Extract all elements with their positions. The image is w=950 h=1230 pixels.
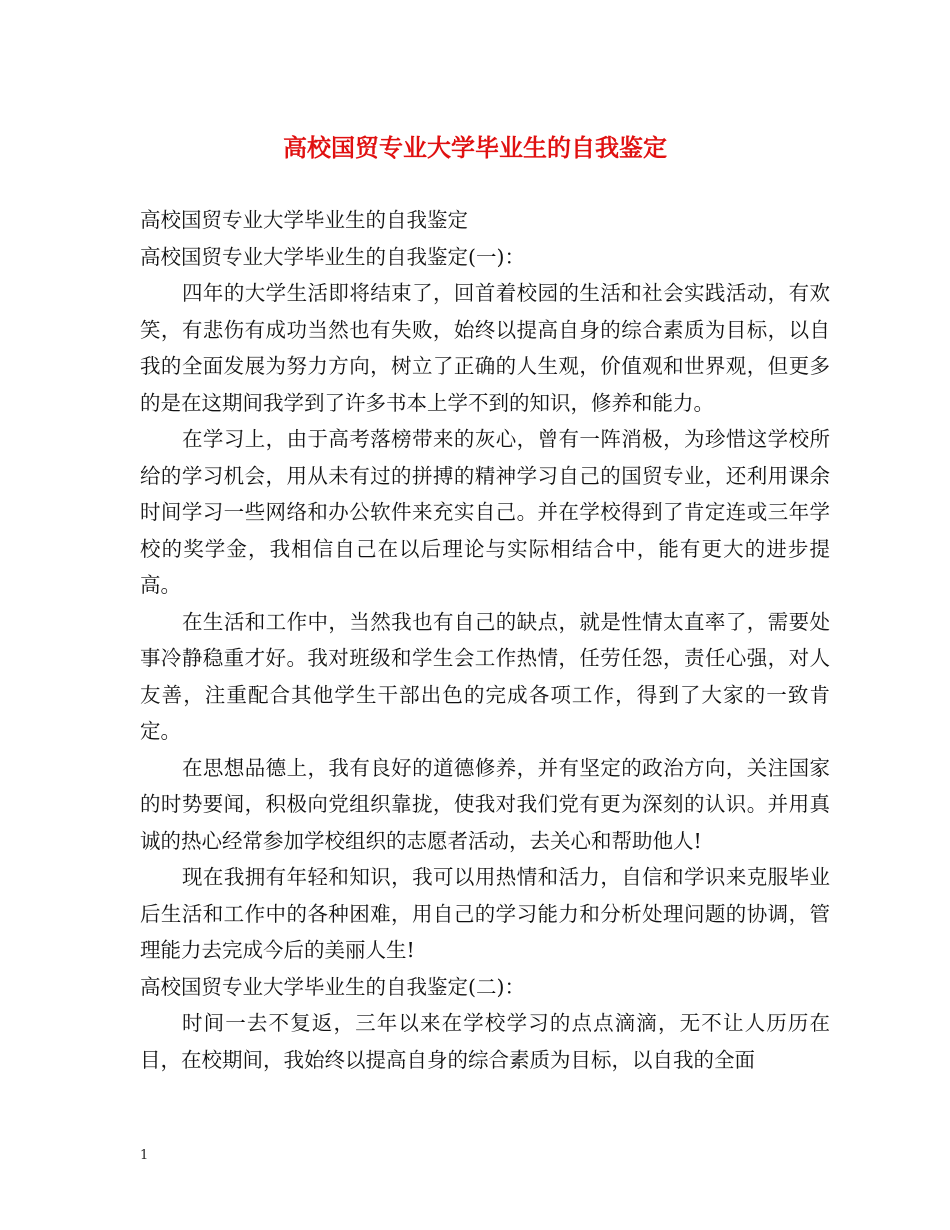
paragraph: 在思想品德上，我有良好的道德修养，并有坚定的政治方向，关注国家的时势要闻，积极向党组织靠拢，使我对我们党有更为深刻的认识。并用真诚的热心经常参加学校组织的志愿者活动，去关心和帮助他人! — [140, 755, 830, 853]
heading-line: 高校国贸专业大学毕业生的自我鉴定 — [140, 208, 468, 232]
paragraph: 时间一去不复返，三年以来在学校学习的点点滴滴，无不让人历历在目，在校期间，我始终以提高自身的综合素质为目标，以自我的全面 — [140, 1011, 830, 1072]
paragraph: 在学习上，由于高考落榜带来的灰心，曾有一阵消极，为珍惜这学校所给的学习机会，用从未有过的拼搏的精神学习自己的国贸专业，还利用课余时间学习一些网络和办公软件来充实自己。并在学校得到了肯定连或三年学校的奖学金，我相信自己在以后理论与实际相结合中，能有更大的进步提高。 — [140, 427, 830, 597]
page-number: 1 — [140, 1148, 149, 1163]
paragraph: 四年的大学生活即将结束了，回首着校园的生活和社会实践活动，有欢笑，有悲伤有成功当然也有失败，始终以提高自身的综合素质为目标，以自我的全面发展为努力方向，树立了正确的人生观，价值观和世界观，但更多的是在这期间我学到了许多书本上学不到的知识，修养和能力。 — [140, 281, 830, 415]
paragraph: 在生活和工作中，当然我也有自己的缺点，就是性情太直率了，需要处事冷静稳重才好。我对班级和学生会工作热情，任劳任怨，责任心强，对人友善，注重配合其他学生干部出色的完成各项工作，得到了大家的一致肯定。 — [140, 609, 830, 743]
document-body — [140, 202, 830, 1078]
paragraph: 现在我拥有年轻和知识，我可以用热情和活力，自信和学识来克服毕业后生活和工作中的各种困难，用自己的学习能力和分析处理问题的协调，管理能力去完成今后的美丽人生! — [140, 865, 830, 962]
section-heading-1: 高校国贸专业大学毕业生的自我鉴定(一)： — [140, 244, 525, 269]
section-heading-2: 高校国贸专业大学毕业生的自我鉴定(二)： — [140, 974, 525, 999]
document-title: 高校国贸专业大学毕业生的自我鉴定 — [283, 133, 667, 162]
